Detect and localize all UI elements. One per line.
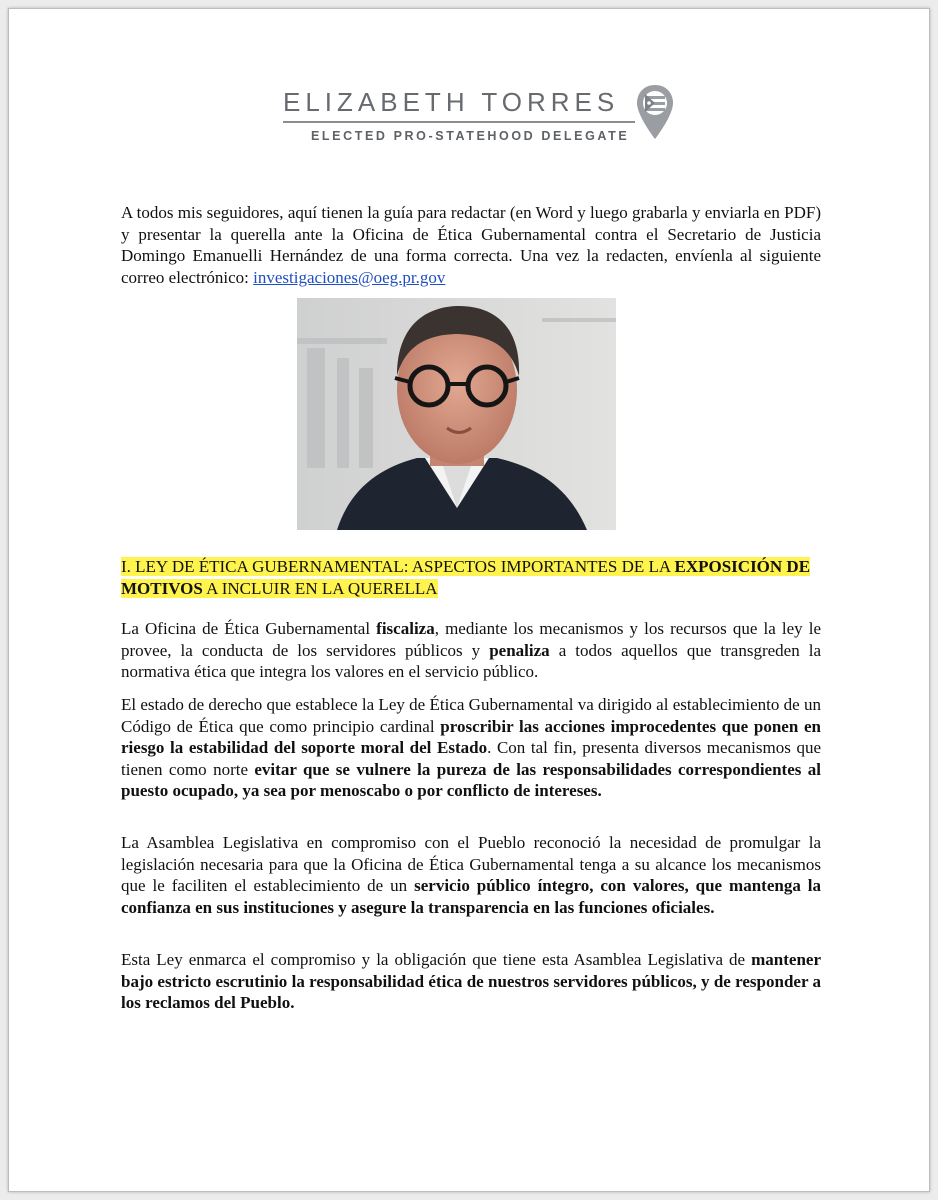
p1-text-c: , mediante los mecanismos y los recursos que la ley le provee, la conducta de los servidores públicos y (121, 619, 821, 660)
letterhead-logo (9, 81, 929, 151)
logo-name: ELIZABETH TORRES (283, 87, 620, 117)
logo-subtitle: ELECTED PRO-STATEHOOD DELEGATE (311, 129, 630, 143)
portrait-photo (297, 298, 616, 530)
heading-bold: EXPOSICIÓN DE MOTIVOS (121, 557, 811, 598)
p2-text-a: El estado de derecho que establece la Ley de Ética Gubernamental va dirigido al establecimiento de un Código de Ética que como principio cardinal (121, 695, 821, 736)
p1-text-a: La Oficina de Ética Gubernamental (121, 619, 377, 638)
intro-paragraph (121, 202, 821, 288)
p4-bold-b: mantener bajo estricto escrutinio la responsabilidad ética de nuestros servidores públicos, y de responder a los reclamos del Pueblo. (121, 950, 821, 1012)
p1-bold-d: penaliza (489, 640, 550, 660)
p2-text-c: . Con tal fin, presenta diversos mecanismos que tienen como norte (121, 738, 821, 779)
paragraph-3 (121, 832, 821, 918)
email-link[interactable]: investigaciones@oeg.pr.gov (253, 267, 446, 287)
logo-divider (283, 121, 635, 123)
p1-bold-b: fiscaliza (376, 619, 435, 638)
heading-part2: A INCLUIR EN LA QUERELLA (202, 578, 438, 598)
heading-part1: I. LEY DE ÉTICA GUBERNAMENTAL: ASPECTOS IMPORTANTES DE LA (121, 557, 675, 576)
p1-text-e: a todos aquellos que transgreden la normativa ética que integra los valores en el servicio público. (121, 640, 821, 681)
paragraph-1 (121, 618, 821, 683)
p3-text-a: La Asamblea Legislativa en compromiso con el Pueblo reconoció la necesidad de promulgar la legislación necesaria para que la Oficina de Ética Gubernamental tenga a su alcance los mecanismos que le faciliten el establecimiento de un (121, 833, 821, 895)
paragraph-2 (121, 694, 821, 802)
paragraph-4 (121, 949, 821, 1014)
section-heading (121, 556, 821, 599)
p4-text-a: Esta Ley enmarca el compromiso y la obligación que tiene esta Asamblea Legislativa de (121, 950, 752, 969)
p3-bold-b: servicio público íntegro, con valores, que mantenga la confianza en sus instituciones y asegure la transparencia en las funciones oficiales. (121, 876, 821, 917)
intro-text: A todos mis seguidores, aquí tienen la guía para redactar (en Word y luego grabarla y enviarla en PDF) y presentar la querella ante la Oficina de Ética Gubernamental contra el Secretario de Justicia Domingo Emanuelli Hernández de una forma correcta. Una vez la redacten, envíenla al siguiente correo electrónico: (121, 203, 821, 287)
map-pin-flag-icon (635, 83, 675, 141)
p2-bold-b: proscribir las acciones improcedentes que ponen en riesgo la estabilidad del soporte moral del Estado (121, 716, 821, 757)
document-page (8, 8, 930, 1192)
p2-bold-d: evitar que se vulnere la pureza de las responsabilidades correspondientes al puesto ocupado, ya sea por menoscabo o por conflicto de intereses. (121, 759, 821, 800)
